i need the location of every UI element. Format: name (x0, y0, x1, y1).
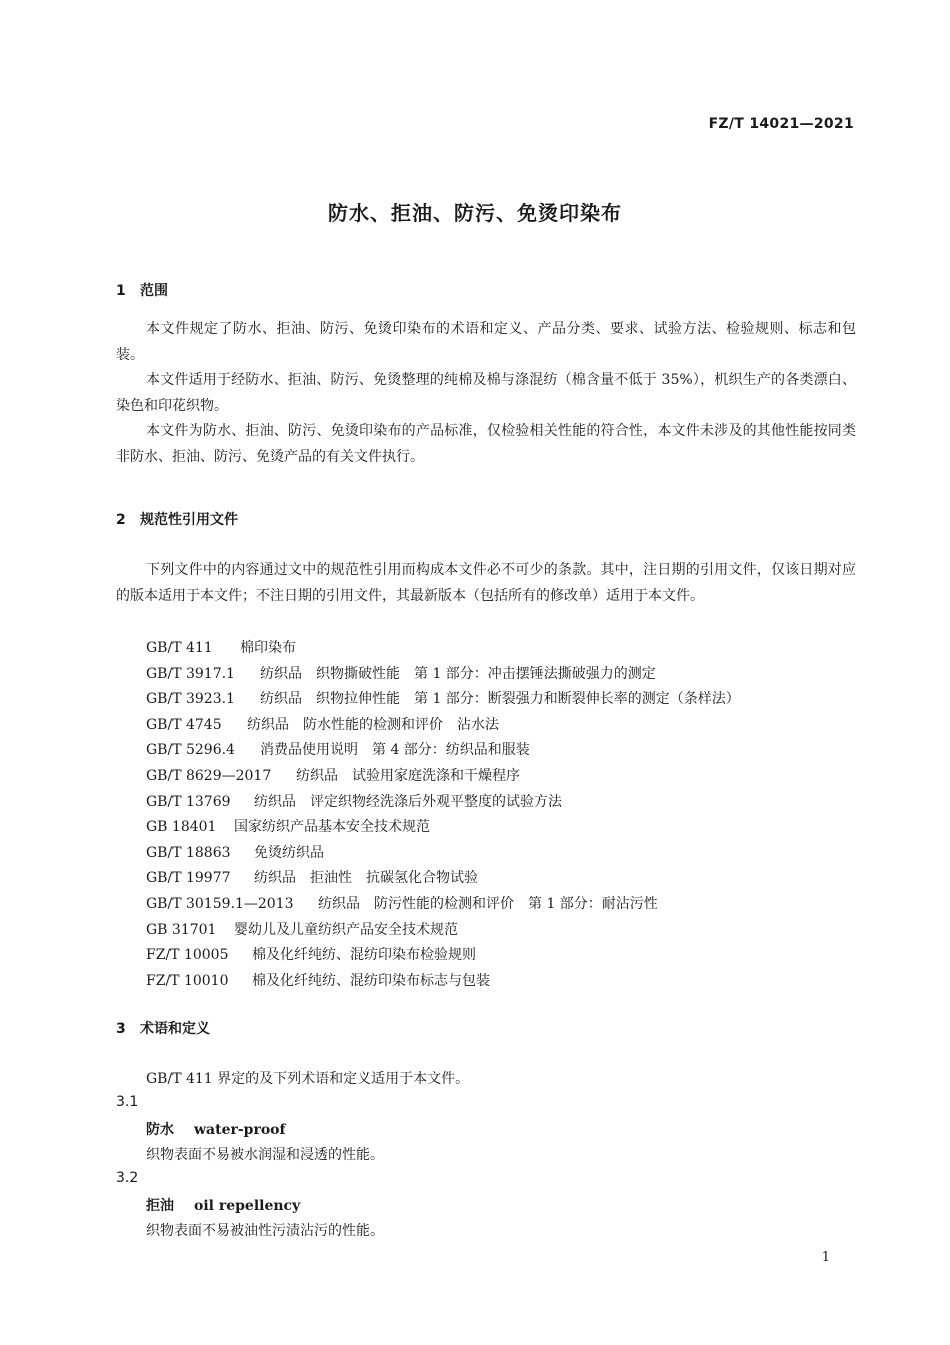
reference-item (146, 713, 740, 739)
reference-item (146, 815, 740, 841)
term-heading (146, 1195, 300, 1215)
reference-code: GB 18401 (146, 819, 217, 836)
reference-title: 纺织品 拒油性 抗碳氢化合物试验 (254, 870, 478, 887)
section-3-intro: GB/T 411 界定的及下列术语和定义适用于本文件。 (146, 1071, 470, 1087)
section-number: 1 (116, 283, 126, 299)
reference-item (146, 738, 740, 764)
reference-title: 棉及化纤纯纺、混纺印染布标志与包装 (252, 972, 490, 989)
section-1-heading (116, 280, 168, 300)
document-title: 防水、拒油、防污、免烫印染布 (328, 201, 622, 225)
reference-title: 纺织品 织物撕破性能 第 1 部分：冲击摆锤法撕破强力的测定 (260, 665, 656, 682)
reference-code: GB/T 19977 (146, 870, 231, 887)
section-title: 术语和定义 (140, 1021, 210, 1037)
reference-code: GB/T 3917.1 (146, 665, 235, 682)
reference-item (146, 892, 740, 918)
section-2-heading (116, 509, 238, 529)
reference-title: 棉及化纤纯纺、混纺印染布检验规则 (252, 947, 476, 964)
reference-code: GB/T 13769 (146, 793, 231, 810)
reference-title: 纺织品 防污性能的检测和评价 第 1 部分：耐沾污性 (318, 895, 658, 912)
page-number: 1 (821, 1250, 830, 1265)
section-1-paragraph: 本文件适用于经防水、拒油、防污、免烫整理的纯棉及棉与涤混纺（棉含量不低于 35%），机织生产的各类漂白、染色和印花织物。 (116, 372, 856, 414)
reference-code: GB/T 4745 (146, 716, 222, 733)
reference-item (146, 790, 740, 816)
reference-title: 棉印染布 (240, 640, 296, 656)
reference-code: FZ/T 10010 (146, 972, 229, 989)
section-2-intro: 下列文件中的内容通过文中的规范性引用而构成本文件必不可少的条款。其中，注日期的引用文件，仅该日期对应的版本适用于本文件；不注日期的引用文件，其最新版本（包括所有的修改单）适用于本文件。 (116, 562, 856, 604)
term-definition: 织物表面不易被水润湿和浸透的性能。 (146, 1147, 384, 1163)
term-number: 3.1 (116, 1094, 139, 1110)
standard-code: FZ/T 14021—2021 (708, 116, 854, 132)
term-english: water-proof (194, 1122, 286, 1138)
section-title: 规范性引用文件 (140, 512, 238, 528)
reference-item (146, 943, 740, 969)
reference-item (146, 662, 740, 688)
reference-item (146, 918, 740, 944)
reference-title: 纺织品 试验用家庭洗涤和干燥程序 (296, 767, 520, 784)
reference-code: FZ/T 10005 (146, 947, 229, 964)
term-chinese: 防水 (146, 1122, 174, 1138)
section-number: 3 (116, 1021, 126, 1037)
reference-title: 免烫纺织品 (254, 844, 324, 861)
section-number: 2 (116, 512, 126, 528)
reference-code: GB 31701 (146, 921, 217, 938)
reference-code: GB/T 8629—2017 (146, 767, 272, 784)
section-1-paragraph: 本文件规定了防水、拒油、防污、免烫印染布的术语和定义、产品分类、要求、试验方法、检验规则、标志和包装。 (116, 321, 856, 363)
section-1-paragraph: 本文件为防水、拒油、防污、免烫印染布的产品标准，仅检验相关性能的符合性，本文件未涉及的其他性能按同类非防水、拒油、防污、免烫产品的有关文件执行。 (116, 423, 856, 465)
reference-item (146, 841, 740, 867)
reference-code: GB/T 30159.1—2013 (146, 895, 294, 912)
reference-code: GB/T 411 (146, 640, 213, 656)
term-english: oil repellency (194, 1198, 301, 1214)
term-number: 3.2 (116, 1170, 139, 1186)
reference-code: GB/T 5296.4 (146, 742, 235, 759)
term-definition: 织物表面不易被油性污渍沾污的性能。 (146, 1223, 384, 1239)
term-chinese: 拒油 (146, 1198, 174, 1214)
reference-item (146, 969, 740, 995)
term-heading (146, 1119, 286, 1139)
reference-title: 婴幼儿及儿童纺织产品安全技术规范 (234, 921, 458, 938)
reference-item (146, 764, 740, 790)
reference-title: 纺织品 防水性能的检测和评价 沾水法 (247, 716, 499, 733)
reference-code: GB/T 18863 (146, 844, 231, 861)
reference-title: 消费品使用说明 第 4 部分：纺织品和服装 (260, 742, 530, 759)
section-3-heading (116, 1018, 210, 1038)
reference-title: 纺织品 织物拉伸性能 第 1 部分：断裂强力和断裂伸长率的测定（条样法） (260, 691, 740, 708)
reference-list (146, 636, 740, 994)
reference-item (146, 636, 740, 662)
reference-title: 国家纺织产品基本安全技术规范 (234, 819, 430, 836)
reference-item (146, 866, 740, 892)
reference-code: GB/T 3923.1 (146, 691, 235, 708)
section-title: 范围 (140, 283, 168, 299)
reference-title: 纺织品 评定织物经洗涤后外观平整度的试验方法 (254, 793, 562, 810)
reference-item (146, 687, 740, 713)
